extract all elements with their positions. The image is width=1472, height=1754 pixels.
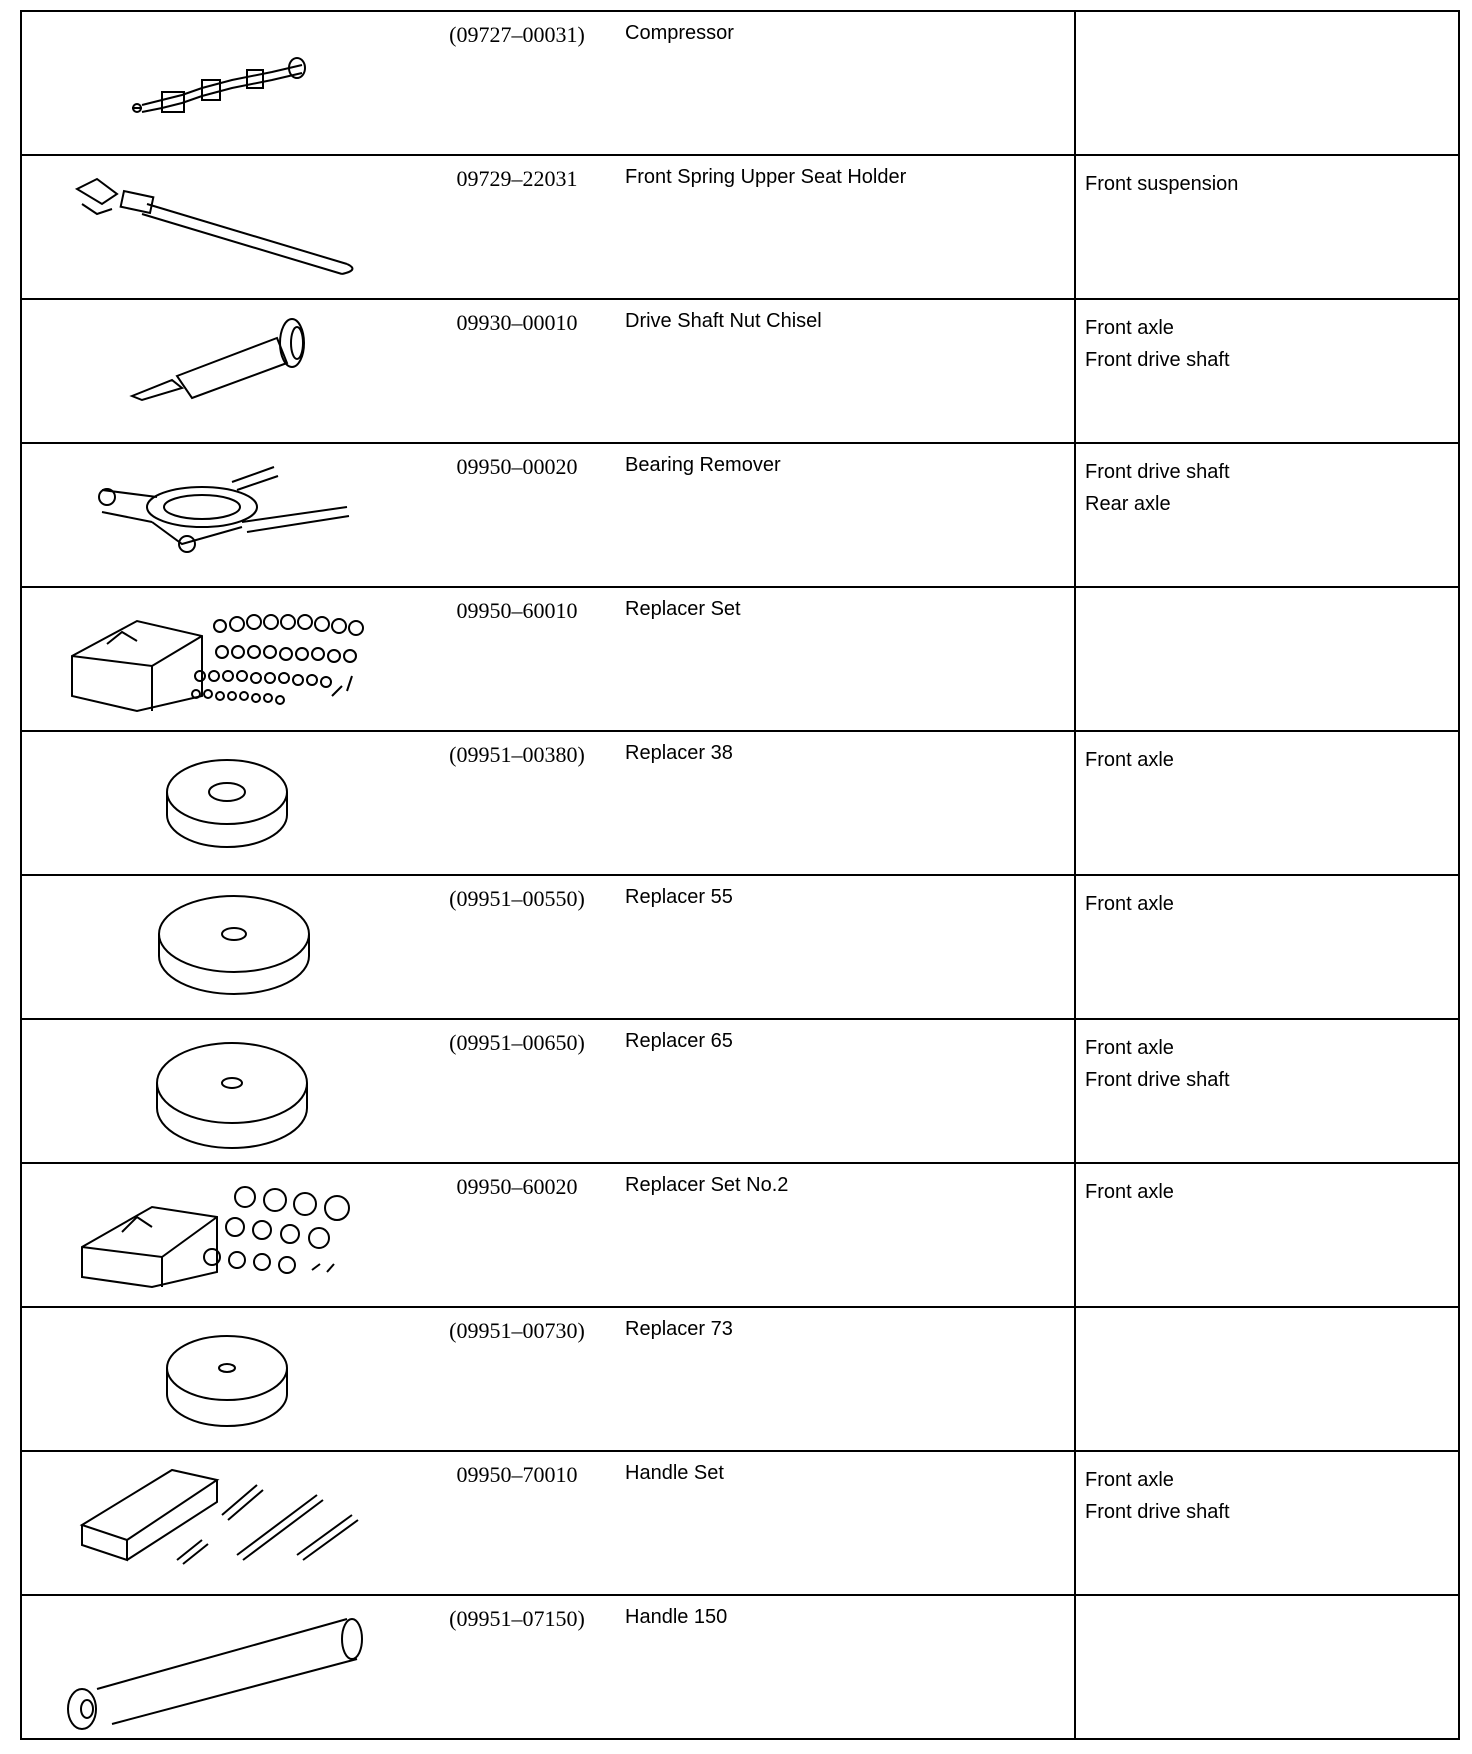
bearing-remover-icon [42, 452, 422, 580]
table-row [22, 1594, 1458, 1738]
tool-name: Replacer 38 [625, 742, 733, 764]
usage-cell [1076, 1596, 1458, 1738]
usage-item: Front axle [1085, 893, 1174, 915]
usage-item: Front axle [1085, 317, 1174, 339]
tool-name: Handle 150 [625, 1606, 728, 1628]
table-row [22, 586, 1458, 730]
replacer-disc-icon [42, 1028, 422, 1156]
tool-cell [22, 876, 1076, 1018]
chisel-icon [42, 308, 422, 436]
tool-cell [22, 1164, 1076, 1306]
table-row [22, 12, 1458, 154]
tool-cell [22, 732, 1076, 874]
handle-icon [42, 1604, 422, 1732]
table-row [22, 298, 1458, 442]
part-number: 09950–60020 [456, 1174, 578, 1199]
special-tools-table [20, 10, 1460, 1740]
usage-item: Front axle [1085, 749, 1174, 771]
usage-item: Front drive shaft [1085, 1501, 1230, 1523]
table-row [22, 730, 1458, 874]
tool-cell [22, 1020, 1076, 1162]
part-number: (09727–00031) [449, 22, 585, 47]
part-number: 09930–00010 [456, 310, 578, 335]
replacer-disc-icon [42, 740, 422, 868]
tool-cell [22, 156, 1076, 298]
tool-name: Bearing Remover [625, 454, 781, 476]
usage-item: Front axle [1085, 1037, 1174, 1059]
tool-cell [22, 300, 1076, 442]
replacer-set-icon [42, 1172, 422, 1300]
replacer-disc-icon [42, 884, 422, 1012]
part-number: (09951–00650) [449, 1030, 585, 1055]
replacer-disc-icon [42, 1316, 422, 1444]
usage-item: Front drive shaft [1085, 349, 1230, 371]
usage-cell [1076, 1452, 1458, 1594]
tool-name: Replacer 73 [625, 1318, 733, 1340]
compressor-icon [42, 20, 422, 148]
tool-name: Drive Shaft Nut Chisel [625, 310, 822, 332]
usage-item: Rear axle [1085, 493, 1171, 515]
usage-item: Front suspension [1085, 173, 1239, 195]
part-number: (09951–00550) [449, 886, 585, 911]
part-number: 09729–22031 [456, 166, 578, 191]
table-row [22, 874, 1458, 1018]
tool-name: Handle Set [625, 1462, 724, 1484]
usage-cell [1076, 444, 1458, 586]
table-row [22, 1162, 1458, 1306]
replacer-set-icon [42, 596, 422, 724]
usage-cell [1076, 156, 1458, 298]
usage-item: Front drive shaft [1085, 461, 1230, 483]
table-row [22, 442, 1458, 586]
usage-item: Front axle [1085, 1469, 1174, 1491]
tool-cell [22, 1308, 1076, 1450]
usage-cell [1076, 1164, 1458, 1306]
usage-item: Front axle [1085, 1181, 1174, 1203]
table-row [22, 1306, 1458, 1450]
table-row [22, 1450, 1458, 1594]
tool-cell [22, 1596, 1076, 1738]
seat-holder-icon [42, 164, 422, 292]
tool-cell [22, 588, 1076, 730]
tool-cell [22, 12, 1076, 154]
table-row [22, 1018, 1458, 1162]
usage-item: Front drive shaft [1085, 1069, 1230, 1091]
usage-cell [1076, 1308, 1458, 1450]
part-number: 09950–60010 [456, 598, 578, 623]
tool-name: Front Spring Upper Seat Holder [625, 166, 907, 188]
tool-name: Replacer Set No.2 [625, 1174, 789, 1196]
table-row [22, 154, 1458, 298]
tool-name: Replacer 65 [625, 1030, 733, 1052]
usage-cell [1076, 12, 1458, 154]
tool-name: Compressor [625, 22, 734, 44]
tool-name: Replacer 55 [625, 886, 733, 908]
usage-cell [1076, 876, 1458, 1018]
part-number: 09950–00020 [456, 454, 578, 479]
handle-set-icon [42, 1460, 422, 1588]
part-number: (09951–07150) [449, 1606, 585, 1631]
usage-cell [1076, 588, 1458, 730]
part-number: (09951–00730) [449, 1318, 585, 1343]
tool-name: Replacer Set [625, 598, 741, 620]
usage-cell [1076, 300, 1458, 442]
part-number: 09950–70010 [456, 1462, 578, 1487]
part-number: (09951–00380) [449, 742, 585, 767]
usage-cell [1076, 1020, 1458, 1162]
tool-cell [22, 1452, 1076, 1594]
tool-cell [22, 444, 1076, 586]
usage-cell [1076, 732, 1458, 874]
